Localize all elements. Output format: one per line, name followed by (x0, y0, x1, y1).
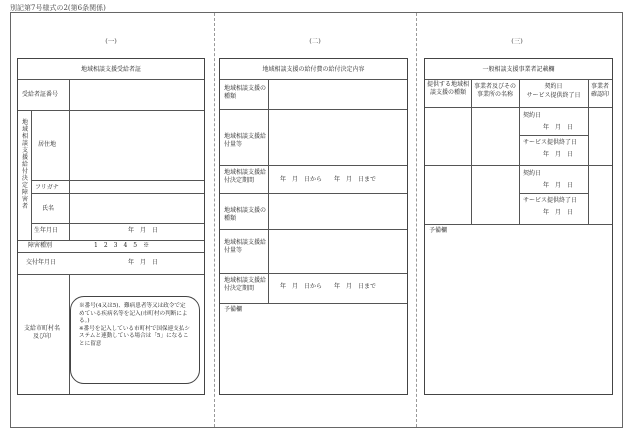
disability-numbers: 1 2 3 4 5 ※ (94, 242, 150, 249)
support-amount-label-2: 地域相談支援給付量等 (224, 239, 267, 254)
decision-period-value-2: 年 月 日から 年 月 日まで (280, 283, 377, 290)
recipient-number-label: 受給者証番号 (22, 91, 59, 98)
decision-period-value-1: 年 月 日から 年 月 日まで (280, 176, 377, 183)
fold-line (214, 13, 215, 427)
row1-contract-label: 契約日 (523, 112, 542, 119)
form-caption: 別記第7号様式の2(第6条関係) (10, 4, 106, 12)
address-label: 居住地 (38, 141, 57, 148)
support-type-label-1: 地域相談支援の種類 (224, 85, 267, 100)
panel-label-three: (三) (511, 37, 523, 45)
panel-one (17, 58, 205, 395)
col-header-support-type: 提供する地域相談支援の種類 (426, 81, 469, 96)
note-box: ※番号(4又は5)、難病患者等又は政令で定めている疾病名等を記入(市町村の判断による。) ※番号を記入している市町村で国保連支払システムと連動している場合は「5」になることに留意 (70, 296, 200, 384)
row2-contract-label: 契約日 (523, 170, 542, 177)
decision-period-label-1: 地域相談支援給付決定期間 (224, 169, 267, 184)
remarks-label-two: 予備欄 (224, 306, 243, 313)
panel-two (219, 58, 408, 395)
col-header-confirm-seal: 事業者確認印 (590, 83, 609, 98)
support-amount-label-1: 地域相談支援給付量等 (224, 133, 267, 148)
birth-label: 生年月日 (34, 227, 59, 234)
col-header-provider: 事業者及びその事業所の名称 (473, 83, 516, 98)
row1-contract-date: 年 月 日 (543, 124, 574, 131)
panel-two-title: 地域相談支援の給付費の給付決定内容 (262, 66, 365, 73)
name-label: 氏名 (42, 205, 55, 212)
municipality-label: 支給市町村名及び印 (23, 325, 60, 340)
col-header-contract: 契約日 (544, 83, 563, 90)
disability-type-label: 障害種別 (28, 242, 53, 249)
col-header-service-end: サービス提供終了日 (526, 92, 581, 99)
fold-line (416, 13, 417, 427)
issue-date-value: 年 月 日 (128, 259, 159, 266)
panel-one-title: 地域相談支援受給者証 (80, 66, 141, 73)
panel-three-title: 一般相談支援事業者記載欄 (482, 66, 555, 73)
panel-label-one: (一) (105, 37, 117, 45)
support-type-label-2: 地域相談支援の種類 (224, 207, 267, 222)
row1-service-end-label: サービス提供終了日 (523, 139, 578, 146)
row2-service-end-date: 年 月 日 (543, 209, 574, 216)
panel-label-two: (二) (309, 37, 321, 45)
beneficiary-side-label: 地域相談支援給付決定障害者 (21, 119, 28, 210)
birth-value: 年 月 日 (128, 227, 159, 234)
remarks-label-three: 予備欄 (429, 227, 448, 234)
furigana-label: フリガナ (35, 184, 59, 191)
row2-contract-date: 年 月 日 (543, 182, 574, 189)
issue-date-label: 交付年月日 (26, 259, 57, 266)
decision-period-label-2: 地域相談支援給付決定期間 (224, 277, 267, 292)
panel-three (424, 58, 613, 395)
row1-service-end-date: 年 月 日 (543, 151, 574, 158)
row2-service-end-label: サービス提供終了日 (523, 197, 578, 204)
